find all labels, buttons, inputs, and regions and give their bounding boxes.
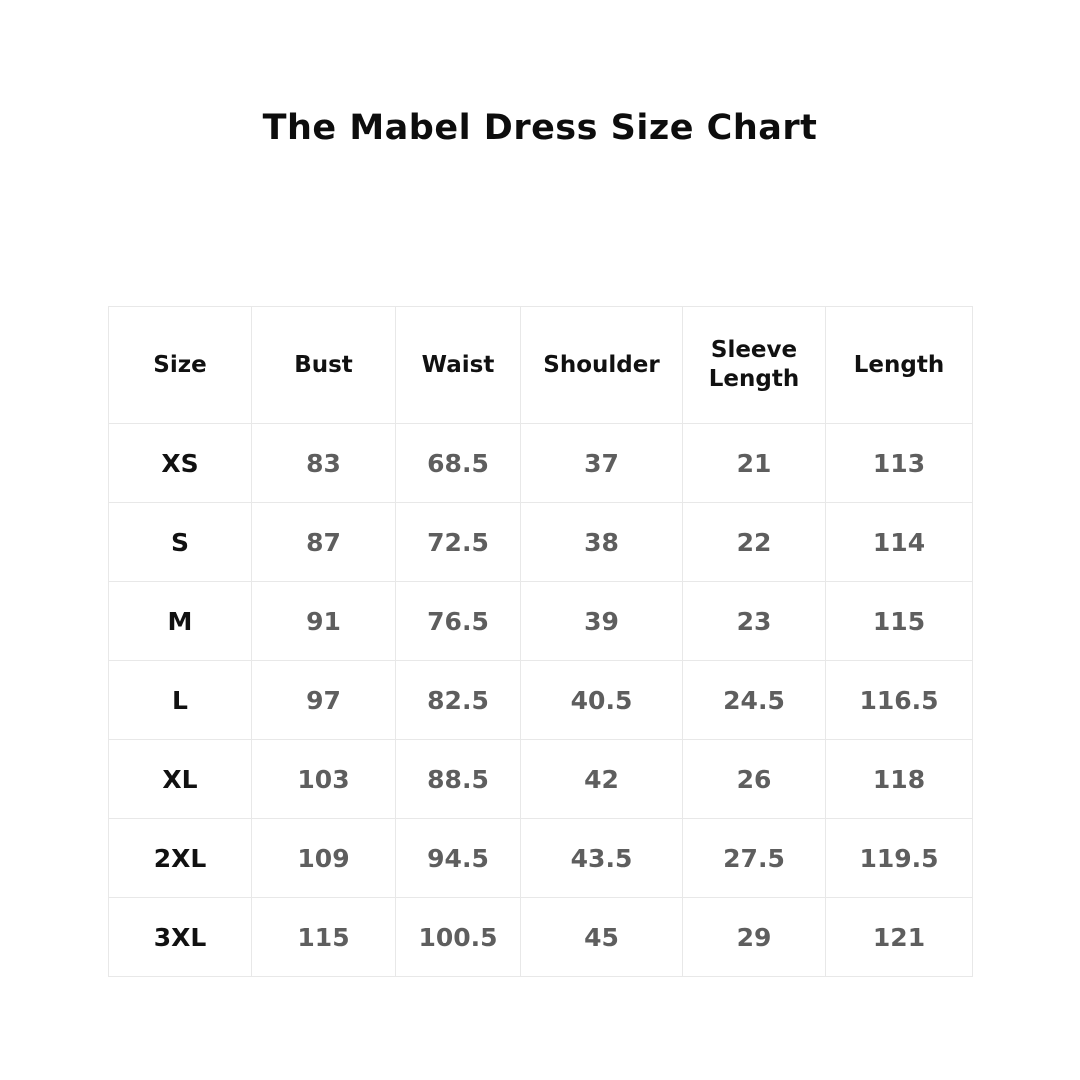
cell-length: 115 bbox=[826, 582, 973, 661]
table-row bbox=[109, 582, 973, 661]
cell-waist: 68.5 bbox=[396, 424, 521, 503]
table-row bbox=[109, 661, 973, 740]
column-header-waist: Waist bbox=[396, 307, 521, 424]
cell-waist: 76.5 bbox=[396, 582, 521, 661]
cell-shoulder: 39 bbox=[521, 582, 683, 661]
cell-shoulder: 37 bbox=[521, 424, 683, 503]
cell-size: XL bbox=[109, 740, 252, 819]
cell-length: 119.5 bbox=[826, 819, 973, 898]
cell-sleeve-length: 26 bbox=[683, 740, 826, 819]
cell-sleeve-length: 21 bbox=[683, 424, 826, 503]
cell-bust: 91 bbox=[252, 582, 396, 661]
cell-sleeve-length: 22 bbox=[683, 503, 826, 582]
cell-waist: 94.5 bbox=[396, 819, 521, 898]
size-chart-table bbox=[108, 306, 973, 977]
cell-shoulder: 38 bbox=[521, 503, 683, 582]
cell-size: XS bbox=[109, 424, 252, 503]
column-header-bust: Bust bbox=[252, 307, 396, 424]
cell-sleeve-length: 23 bbox=[683, 582, 826, 661]
table-row bbox=[109, 819, 973, 898]
cell-size: M bbox=[109, 582, 252, 661]
column-header-shoulder: Shoulder bbox=[521, 307, 683, 424]
table-row bbox=[109, 898, 973, 977]
cell-shoulder: 40.5 bbox=[521, 661, 683, 740]
cell-sleeve-length: 29 bbox=[683, 898, 826, 977]
table-body bbox=[109, 424, 973, 977]
cell-waist: 82.5 bbox=[396, 661, 521, 740]
cell-length: 114 bbox=[826, 503, 973, 582]
cell-shoulder: 43.5 bbox=[521, 819, 683, 898]
cell-bust: 109 bbox=[252, 819, 396, 898]
cell-size: L bbox=[109, 661, 252, 740]
cell-length: 116.5 bbox=[826, 661, 973, 740]
cell-length: 113 bbox=[826, 424, 973, 503]
column-header-sleeve-length: Sleeve Length bbox=[683, 307, 826, 424]
cell-bust: 103 bbox=[252, 740, 396, 819]
table-row bbox=[109, 503, 973, 582]
cell-bust: 115 bbox=[252, 898, 396, 977]
cell-bust: 87 bbox=[252, 503, 396, 582]
column-header-length: Length bbox=[826, 307, 973, 424]
cell-size: 2XL bbox=[109, 819, 252, 898]
column-header-size: Size bbox=[109, 307, 252, 424]
cell-waist: 88.5 bbox=[396, 740, 521, 819]
cell-shoulder: 42 bbox=[521, 740, 683, 819]
cell-waist: 72.5 bbox=[396, 503, 521, 582]
size-chart-table-wrapper bbox=[108, 306, 972, 977]
table-row bbox=[109, 740, 973, 819]
table-header-row bbox=[109, 307, 973, 424]
cell-length: 121 bbox=[826, 898, 973, 977]
page-title: The Mabel Dress Size Chart bbox=[262, 108, 818, 148]
cell-length: 118 bbox=[826, 740, 973, 819]
cell-bust: 83 bbox=[252, 424, 396, 503]
cell-bust: 97 bbox=[252, 661, 396, 740]
cell-shoulder: 45 bbox=[521, 898, 683, 977]
cell-sleeve-length: 24.5 bbox=[683, 661, 826, 740]
cell-sleeve-length: 27.5 bbox=[683, 819, 826, 898]
table-header bbox=[109, 307, 973, 424]
table-row bbox=[109, 424, 973, 503]
cell-size: 3XL bbox=[109, 898, 252, 977]
cell-waist: 100.5 bbox=[396, 898, 521, 977]
cell-size: S bbox=[109, 503, 252, 582]
